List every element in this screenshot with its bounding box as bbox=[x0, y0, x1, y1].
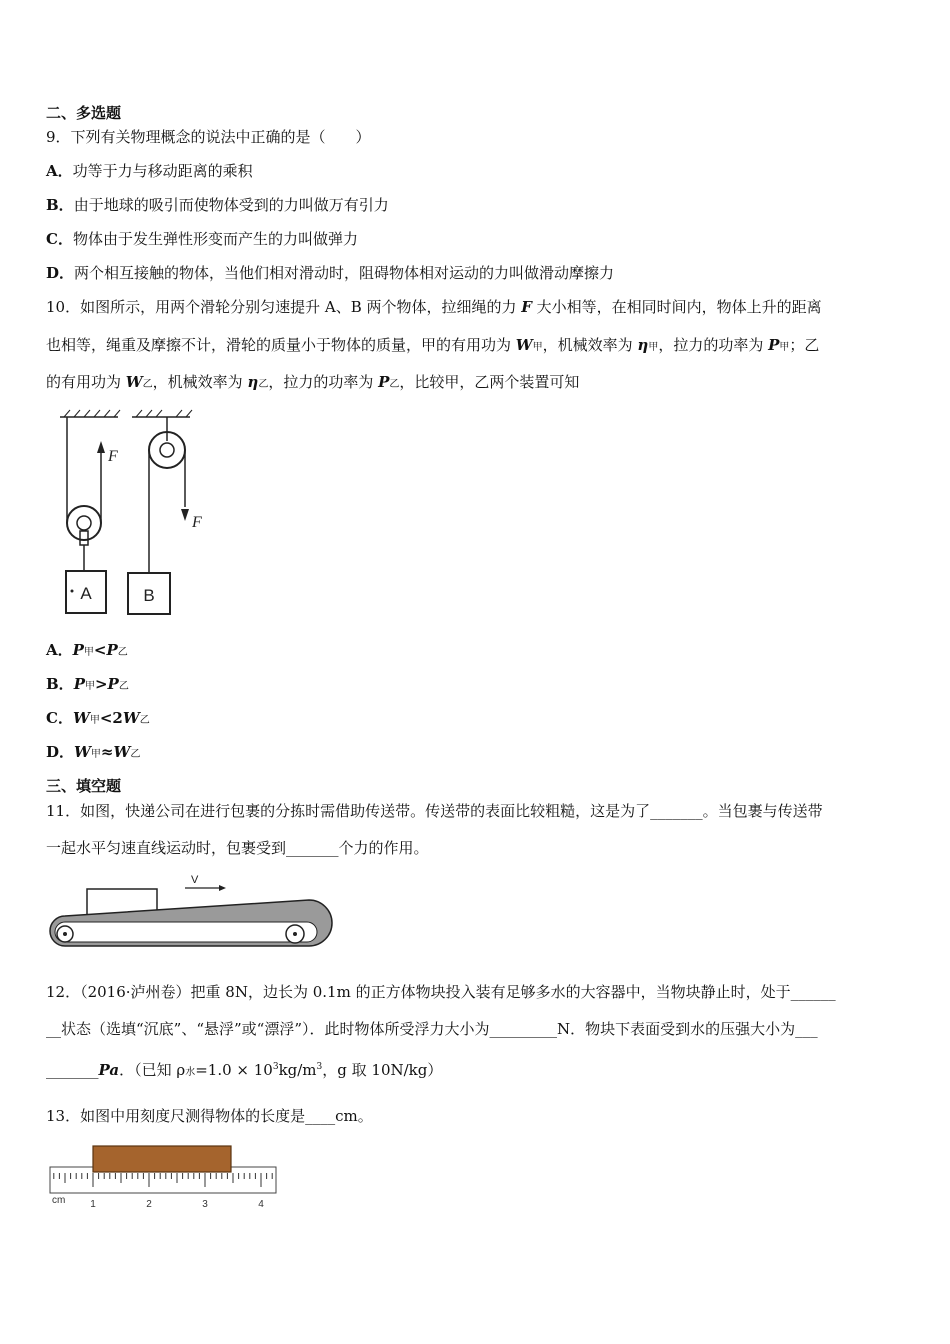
ruler-tick-label: 2 bbox=[146, 1199, 152, 1210]
force-label-left: F bbox=[108, 448, 118, 465]
q10-option-d[interactable]: D．W甲≈W乙 bbox=[46, 743, 141, 761]
pulley-figure bbox=[50, 405, 220, 620]
option-label: B． bbox=[46, 196, 74, 214]
ruler-figure bbox=[48, 1143, 280, 1215]
q10-line2: 也相等，绳重及摩擦不计，滑轮的质量小于物体的质量，甲的有用功为 W甲，机械效率为 η甲，拉力的功率为 P甲；乙 bbox=[46, 336, 820, 354]
section-title-multiple-choice: 二、多选题 bbox=[46, 104, 122, 122]
option-text: 由于地球的吸引而使物体受到的力叫做万有引力 bbox=[73, 196, 389, 214]
q10-line1: 10．如图所示，用两个滑轮分别匀速提升 A、B 两个物体，拉细绳的力 F 大小相等，在相同时间内，物体上升的距离 bbox=[46, 298, 822, 316]
ruler-tick-label: 4 bbox=[258, 1199, 264, 1210]
q9-stem: 9．下列有关物理概念的说法中正确的是（ ） bbox=[46, 128, 371, 146]
option-label: C． bbox=[46, 230, 73, 248]
q12-line1: 12．（2016·泸州卷）把重 8N，边长为 0.1m 的正方体物块投入装有足够多水的大容器中，当物块静止时，处于______ bbox=[46, 983, 836, 1001]
q9-option-d[interactable] bbox=[46, 263, 614, 283]
option-text: 功等于力与移动距离的乘积 bbox=[72, 162, 253, 180]
q10-option-a[interactable]: A．P甲<P乙 bbox=[46, 641, 128, 659]
q10-line3: 的有用功为 W乙，机械效率为 η乙，拉力的功率为 P乙，比较甲，乙两个装置可知 bbox=[46, 373, 580, 391]
option-text: 两个相互接触的物体，当他们相对滑动时，阻碍物体相对运动的力叫做滑动摩擦力 bbox=[74, 264, 615, 282]
measured-object bbox=[93, 1146, 231, 1172]
ruler-tick-label: 3 bbox=[202, 1199, 208, 1210]
q10-option-b[interactable]: B．P甲>P乙 bbox=[46, 675, 129, 693]
force-label-right: F bbox=[192, 514, 202, 531]
option-text: 物体由于发生弹性形变而产生的力叫做弹力 bbox=[72, 230, 358, 248]
q12-line2: __状态（选填“沉底”、“悬浮”或“漂浮”）．此时物体所受浮力大小为_________N．物块下表面受到水的压强大小为___ bbox=[46, 1020, 818, 1038]
q11-line2: 一起水平匀速直线运动时，包裹受到_______个力的作用。 bbox=[46, 839, 429, 857]
conveyor-belt-figure bbox=[45, 868, 335, 954]
q9-option-a[interactable] bbox=[46, 161, 253, 181]
block-b-label: B bbox=[143, 586, 155, 605]
option-label: A． bbox=[46, 162, 73, 180]
velocity-label: V bbox=[191, 874, 199, 886]
q13-line: 13．如图中用刻度尺测得物体的长度是____cm。 bbox=[46, 1107, 373, 1125]
ruler-tick-label: 1 bbox=[90, 1199, 96, 1210]
q11-line1: 11．如图，快递公司在进行包裹的分拣时需借助传送带。传送带的表面比较粗糙，这是为了_______。当包裹与传送带 bbox=[46, 802, 823, 820]
section-title-fill-in: 三、填空题 bbox=[46, 777, 122, 795]
q12-line3: _______Pa．（已知 ρ水$=1.0 \times 10^3kg/m^3$，g 取 10N/kg） bbox=[46, 1061, 443, 1079]
q10-option-c[interactable]: C．W甲<2W乙 bbox=[46, 709, 150, 727]
option-label: D． bbox=[46, 264, 75, 282]
block-a-label: A bbox=[80, 584, 92, 603]
ruler-unit-label: cm bbox=[52, 1195, 66, 1206]
q9-option-c[interactable] bbox=[46, 229, 358, 249]
q9-option-b[interactable] bbox=[46, 195, 389, 215]
